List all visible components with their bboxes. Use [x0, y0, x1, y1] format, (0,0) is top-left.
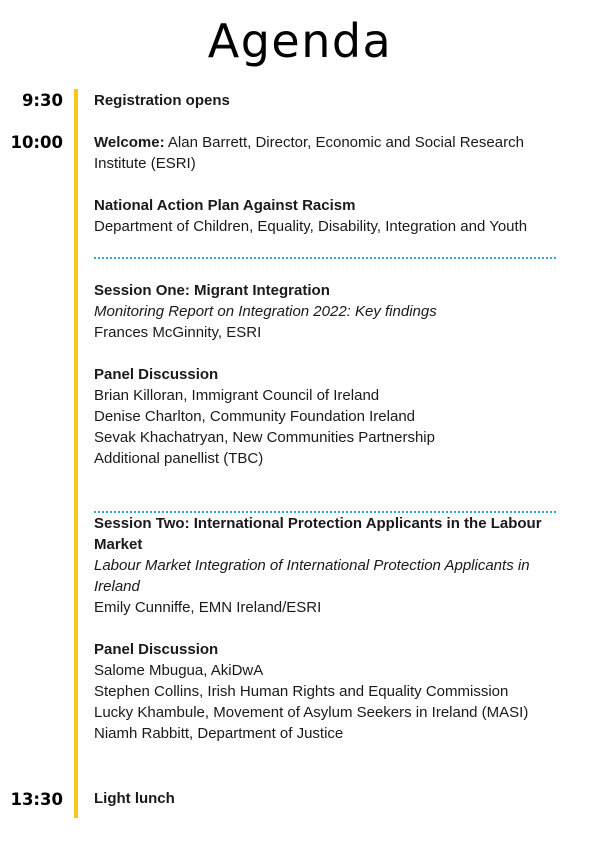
session-heading: Market: [94, 536, 143, 553]
session-heading: Session One: Migrant Integration: [94, 282, 330, 299]
panel-member: Niamh Rabbitt, Department of Justice: [94, 725, 344, 742]
session-heading: Session Two: International Protection Applicants in the Labour: [94, 515, 542, 532]
timeline-bar: [74, 89, 78, 818]
time-label: 10:00: [10, 133, 63, 152]
time-label: 13:30: [10, 790, 63, 809]
lunch-item: Light lunch: [94, 790, 175, 807]
panel-heading: Panel Discussion: [94, 366, 219, 383]
time-label: 9:30: [21, 91, 63, 110]
speaker: Frances McGinnity, ESRI: [94, 324, 262, 341]
session-one: [94, 280, 564, 343]
page-title: Agenda: [207, 14, 393, 68]
nap-item: [94, 195, 564, 237]
nap-heading: National Action Plan Against Racism: [94, 197, 356, 214]
section-divider: [94, 257, 556, 259]
registration-item: Registration opens: [94, 92, 230, 109]
session-two: [94, 513, 564, 618]
panel-member: Sevak Khachatryan, New Communities Partnership: [94, 429, 435, 446]
panel-member: Brian Killoran, Immigrant Council of Ireland: [94, 387, 380, 404]
talk-title: Ireland: [94, 578, 140, 595]
speaker: Emily Cunniffe, EMN Ireland/ESRI: [94, 599, 322, 616]
welcome-label: Welcome:: [94, 134, 165, 151]
panel-member: Stephen Collins, Irish Human Rights and Equality Commission: [94, 683, 509, 700]
talk-title: Labour Market Integration of International Protection Applicants in: [94, 557, 530, 574]
panel-member: Salome Mbugua, AkiDwA: [94, 662, 264, 679]
panel-member: Lucky Khambule, Movement of Asylum Seekers in Ireland (MASI): [94, 704, 529, 721]
talk-title: Monitoring Report on Integration 2022: Key findings: [94, 303, 437, 320]
panel-member: Denise Charlton, Community Foundation Ireland: [94, 408, 415, 425]
welcome-text: Institute (ESRI): [94, 155, 196, 172]
panel-heading: Panel Discussion: [94, 641, 219, 658]
welcome-text: Alan Barrett, Director, Economic and Social Research: [164, 134, 524, 151]
nap-text: Department of Children, Equality, Disability, Integration and Youth: [94, 218, 528, 235]
welcome-item: [94, 132, 564, 174]
panel-two: [94, 639, 564, 744]
panel-one: [94, 364, 564, 469]
panel-member: Additional panellist (TBC): [94, 450, 264, 467]
